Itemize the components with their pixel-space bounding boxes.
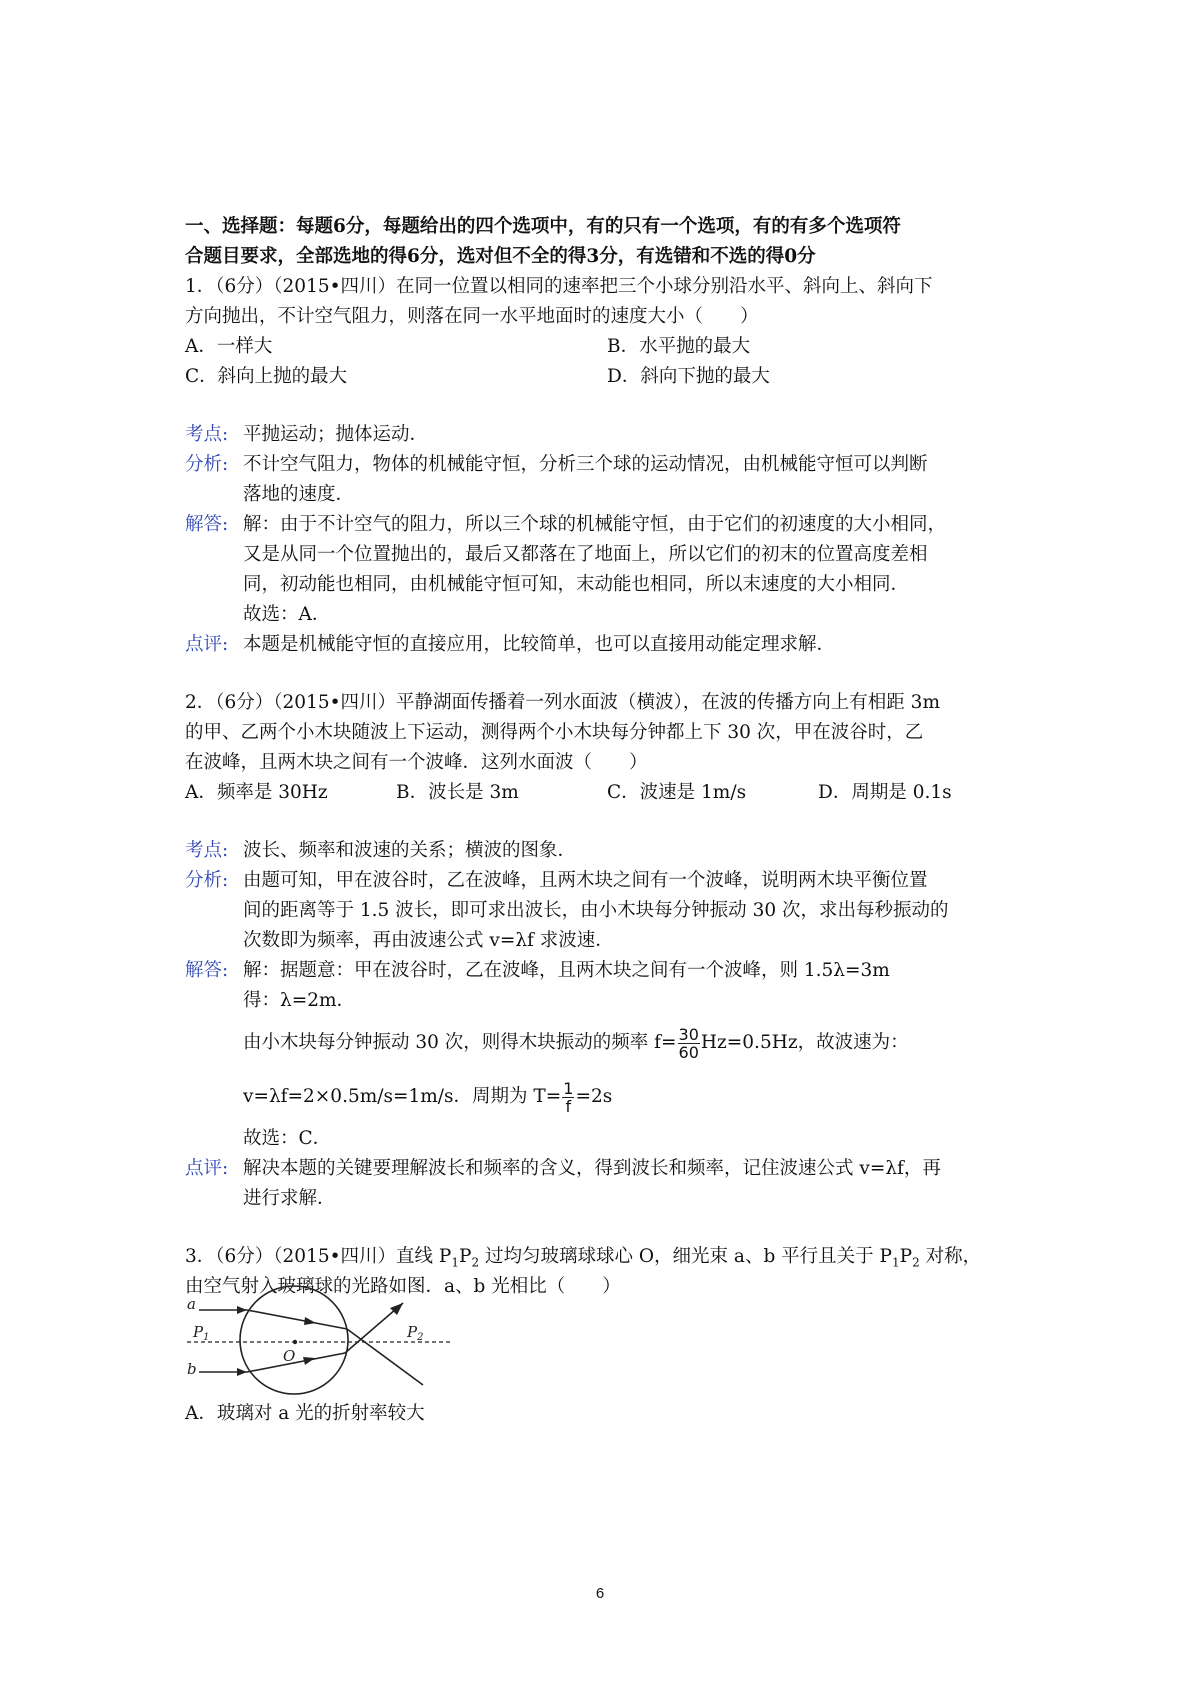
q3-stem-sub4: 2 <box>912 1255 920 1270</box>
center-o-dot <box>293 1340 297 1344</box>
q2-fenxi-line1: 由题可知，甲在波谷时，乙在波峰，且两木块之间有一个波峰，说明两木块平衡位置 <box>243 870 928 891</box>
q2-option-a: A．频率是 30Hz <box>185 782 328 803</box>
fenxi-label: 分析: <box>185 454 229 475</box>
q1-kaodian <box>185 420 1030 450</box>
label-p2-main: P <box>407 1323 418 1341</box>
q1-stem-line1: 1．（6分）（2015•四川）在同一位置以相同的速率把三个小球分别沿水平、斜向上、斜向下 <box>185 276 933 297</box>
label-a: a <box>187 1295 196 1313</box>
spacer <box>185 808 1030 836</box>
q2-kaodian <box>185 836 1030 866</box>
label-p1-main: P <box>193 1323 204 1341</box>
q1-kaodian-text: 平抛运动；抛体运动． <box>243 424 429 445</box>
q2-jieda-line1: 解：据题意：甲在波谷时，乙在波峰，且两木块之间有一个波峰，则 1.5λ=3m <box>243 960 890 981</box>
q1-dianping-text: 本题是机械能守恒的直接应用，比较简单，也可以直接用动能定理求解． <box>243 634 836 655</box>
spacer <box>185 1214 1030 1242</box>
beam-b-mid-arrow <box>303 1357 315 1365</box>
q1-option-d: D．斜向下抛的最大 <box>607 366 770 387</box>
q2-dianping <box>185 1154 1030 1214</box>
spacer <box>185 660 1030 688</box>
q2-fenxi <box>185 866 1030 956</box>
q2-jieda-line3-pre: 由小木块每分钟振动 30 次，则得木块振动的频率 f= <box>243 1032 677 1053</box>
dianping-label: 点评: <box>185 634 229 655</box>
q3-options <box>185 1399 1030 1429</box>
q1-fenxi-line2: 落地的速度． <box>243 484 355 505</box>
q1-jieda-line3: 同，初动能也相同，由机械能守恒可知，末动能也相同，所以末速度的大小相同． <box>243 574 910 595</box>
q2-stem-line1: 2．（6分）（2015•四川）平静湖面传播着一列水面波（横波），在波的传播方向上有相距 3m <box>185 692 940 713</box>
beam-b-arrow <box>237 1368 247 1376</box>
q1-option-c: C．斜向上抛的最大 <box>185 366 348 387</box>
fenxi-label: 分析: <box>185 870 229 891</box>
q2-jieda-line4 <box>243 1070 1030 1124</box>
q2-jieda <box>185 956 1030 1154</box>
beam-a-mid-arrow <box>304 1317 316 1325</box>
q2-option-d: D．周期是 0.1s <box>818 782 952 803</box>
q1-options-row1 <box>185 332 1030 362</box>
q2-option-c: C．波速是 1m/s <box>607 782 747 803</box>
label-p2-sub: 2 <box>417 1332 424 1343</box>
q3-stem-c: 过均匀玻璃球球心 O，细光束 a、b 平行且关于 P <box>479 1246 893 1267</box>
jieda-label: 解答: <box>185 960 229 981</box>
q2-jieda-line4-pre: v=λf=2×0.5m/s=1m/s．周期为 T= <box>243 1086 562 1107</box>
q3-stem-b: P <box>459 1246 472 1267</box>
dianping-label: 点评: <box>185 1158 229 1179</box>
glass-sphere-circle <box>240 1286 348 1394</box>
q2-dianping-line1: 解决本题的关键要理解波长和频率的含义，得到波长和频率，记住波速公式 v=λf，再 <box>243 1158 941 1179</box>
q3-stem-e: 对称， <box>919 1246 982 1267</box>
q1-fenxi-line1: 不计空气阻力，物体的机械能守恒，分析三个球的运动情况，由机械能守恒可以判断 <box>243 454 928 475</box>
q3-stem-line2: 由空气射入玻璃球的光路如图．a、b 光相比（ ） <box>185 1276 621 1297</box>
q1-stem-line2: 方向抛出，不计空气阻力，则落在同一水平地面时的速度大小（ ） <box>185 306 759 327</box>
q2-fenxi-line3: 次数即为频率，再由波速公式 v=λf 求波速． <box>243 930 614 951</box>
section-header-line2: 合题目要求，全部选地的得6分，选对但不全的得3分，有选错和不选的得0分 <box>185 246 816 267</box>
q2-stem-line2: 的甲、乙两个小木块随波上下运动，测得两个小木块每分钟都上下 30 次，甲在波谷时，乙 <box>185 722 924 743</box>
q3-stem-a: 3．（6分）（2015•四川）直线 P <box>185 1246 452 1267</box>
q3-option-a: A．玻璃对 a 光的折射率较大 <box>185 1403 425 1424</box>
q2-jieda-line3-post: Hz=0.5Hz，故波速为： <box>700 1032 909 1053</box>
q2-jieda-line3 <box>243 1016 1030 1070</box>
q3-stem-d: P <box>899 1246 913 1267</box>
q1-fenxi <box>185 450 1030 510</box>
page-number: 6 <box>595 1585 605 1602</box>
fraction-30-60 <box>678 1026 700 1061</box>
q2-fenxi-line2: 间的距离等于 1.5 波长，即可求出波长，由小木块每分钟振动 30 次，求出每秒振动的 <box>243 900 949 921</box>
q3-stem-sub2: 2 <box>471 1255 480 1270</box>
fraction-denominator: 60 <box>678 1042 699 1062</box>
label-b: b <box>187 1360 197 1378</box>
kaodian-label: 考点: <box>185 424 229 445</box>
q1-option-b: B．水平抛的最大 <box>607 336 751 357</box>
q2-option-b: B．波长是 3m <box>396 782 519 803</box>
q1-jieda <box>185 510 1030 630</box>
q1-jieda-line4: 故选：A． <box>243 604 331 625</box>
beam-a-refracted <box>247 1310 347 1329</box>
q2-dianping-line2: 进行求解． <box>243 1188 336 1209</box>
beam-b-refracted <box>247 1353 345 1372</box>
q1-jieda-line1: 解：由于不计空气的阻力，所以三个球的机械能守恒，由于它们的初速度的大小相同， <box>243 514 947 535</box>
label-o: O <box>283 1347 296 1365</box>
kaodian-label: 考点: <box>185 840 229 861</box>
q3-stem-sub1: 1 <box>451 1255 460 1270</box>
label-p1 <box>192 1323 209 1343</box>
content <box>185 212 1030 1302</box>
jieda-label: 解答: <box>185 514 229 535</box>
q1-option-a: A．一样大 <box>185 336 273 357</box>
q1-options-row2 <box>185 362 1030 392</box>
spacer <box>185 392 1030 420</box>
q1-dianping <box>185 630 1030 660</box>
fraction-1-f <box>562 1080 574 1115</box>
fraction-denominator: f <box>565 1096 572 1116</box>
fraction-numerator: 1 <box>563 1078 574 1098</box>
q2-options-row <box>185 778 1030 808</box>
fraction-numerator: 30 <box>678 1024 699 1044</box>
label-p2 <box>406 1323 423 1343</box>
q2-jieda-line2: 得：λ=2m． <box>243 990 356 1011</box>
q3-stem-line1 <box>185 1242 1030 1272</box>
glass-sphere-figure <box>185 1281 455 1397</box>
section-header-line1: 一、选择题：每题6分，每题给出的四个选项中，有的只有一个选项，有的有多个选项符 <box>185 216 901 237</box>
beam-a-arrow <box>237 1306 247 1314</box>
q3-stem-sub3: 1 <box>892 1255 900 1270</box>
q2-jieda-line5: 故选：C． <box>243 1128 332 1149</box>
q2-kaodian-text: 波长、频率和波速的关系；横波的图象． <box>243 840 577 861</box>
q2-jieda-line4-post: =2s <box>575 1086 613 1107</box>
q2-stem-line3: 在波峰，且两木块之间有一个波峰．这列水面波（ ） <box>185 752 648 773</box>
q1-jieda-line2: 又是从同一个位置抛出的，最后又都落在了地面上，所以它们的初末的位置高度差相 <box>243 544 928 565</box>
label-p1-sub: 1 <box>203 1332 210 1343</box>
